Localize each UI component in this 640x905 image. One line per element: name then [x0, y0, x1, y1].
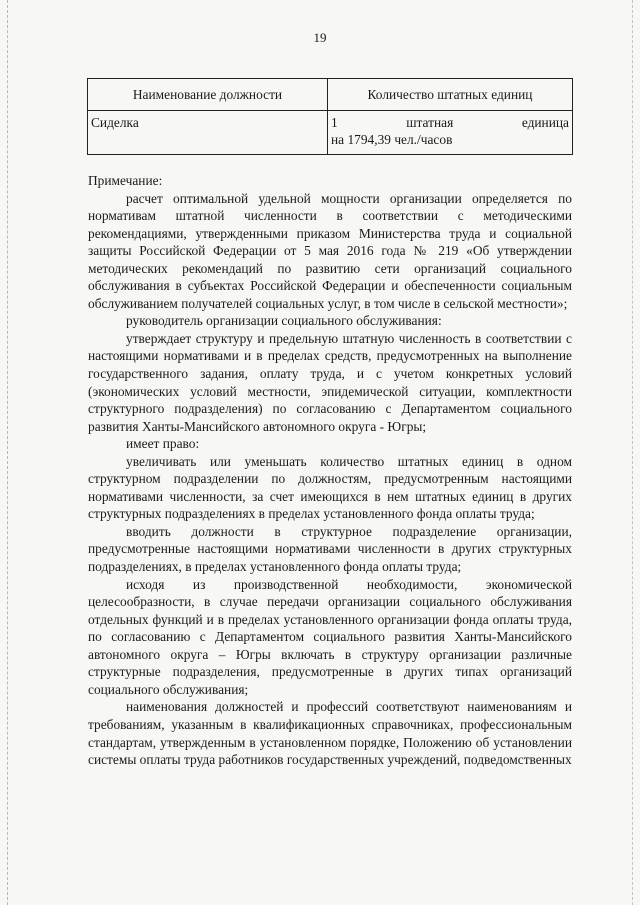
- note-paragraph: вводить должности в структурное подразделение организации, предусмотренные настоящими нормативами численности в других структурных подразделениях, в пределах установленного фонда оплаты труда;: [88, 523, 572, 575]
- note-paragraph: исходя из производственной необходимости, экономической целесообразности, в случае передачи организации социального обслуживания отдельных функций и в пределах установленного организации фонда оплаты труда, по согласованию с Департаментом социального развития Ханты-Мансийского автономного округа – Югры включать в структуру организации различные структурные подразделения, предусмотренные в других типах организаций социального обслуживания;: [88, 576, 572, 697]
- note-paragraph: имеет право:: [126, 436, 200, 452]
- staffing-table: [87, 78, 573, 155]
- header-staff-units: Количество штатных единиц: [328, 79, 573, 111]
- units-count: 1: [331, 115, 338, 130]
- note-section: [88, 172, 572, 769]
- scan-edge-right: [632, 0, 634, 905]
- units-word-2: единица: [521, 115, 569, 130]
- note-paragraph: утверждает структуру и предельную штатную численность в соответствии с настоящими нормативами и в пределах средств, предусмотренных на выполнение государственного задания, оплату труда, и с учетом конкретных условий (экономических условий местности, эпидемической ситуации, комплектности структурного подразделения) по согласованию с Департаментом социального развития Ханты-Мансийского автономного округа - Югры;: [88, 330, 572, 434]
- note-paragraph: руководитель организации социального обслуживания:: [126, 313, 442, 329]
- note-title: Примечание:: [88, 173, 163, 188]
- units-word-1: штатная: [406, 115, 454, 130]
- note-paragraph: наименования должностей и профессий соответствуют наименованиям и требованиям, указанным в квалификационных справочниках, профессиональным стандартам, утвержденным в установленном порядке, Положению об установлении системы оплаты труда работников государственных учреждений, подведомственных: [88, 699, 572, 768]
- table-header-row: [88, 79, 573, 111]
- units-line-1: [331, 114, 569, 131]
- units-line-2: на 1794,39 чел./часов: [331, 132, 453, 147]
- scan-edge-left: [7, 0, 9, 905]
- cell-staff-units: [328, 111, 573, 155]
- header-position: Наименование должности: [88, 79, 328, 111]
- note-paragraph: расчет оптимальной удельной мощности организации определяется по нормативам штатной численности в соответствии с методическими рекомендациями, утвержденными приказом Министерства труда и социальной защиты Российской Федерации от 5 мая 2016 года № 219 «Об утверждении методических рекомендаций по развитию сети организаций социального обслуживания в субъектах Российской Федерации и обеспеченности социальным обслуживанием получателей социальных услуг, в том числе в сельской местности»;: [88, 190, 572, 311]
- page-number: 19: [313, 30, 327, 45]
- cell-position: Сиделка: [88, 111, 328, 155]
- note-paragraph: увеличивать или уменьшать количество штатных единиц в одном структурном подразделении по должностям, предусмотренным настоящими нормативами численности, за счет имеющихся в нем штатных единиц в других структурных подразделениях в пределах установленного фонда оплаты труда;: [88, 453, 572, 522]
- table-row: [88, 111, 573, 155]
